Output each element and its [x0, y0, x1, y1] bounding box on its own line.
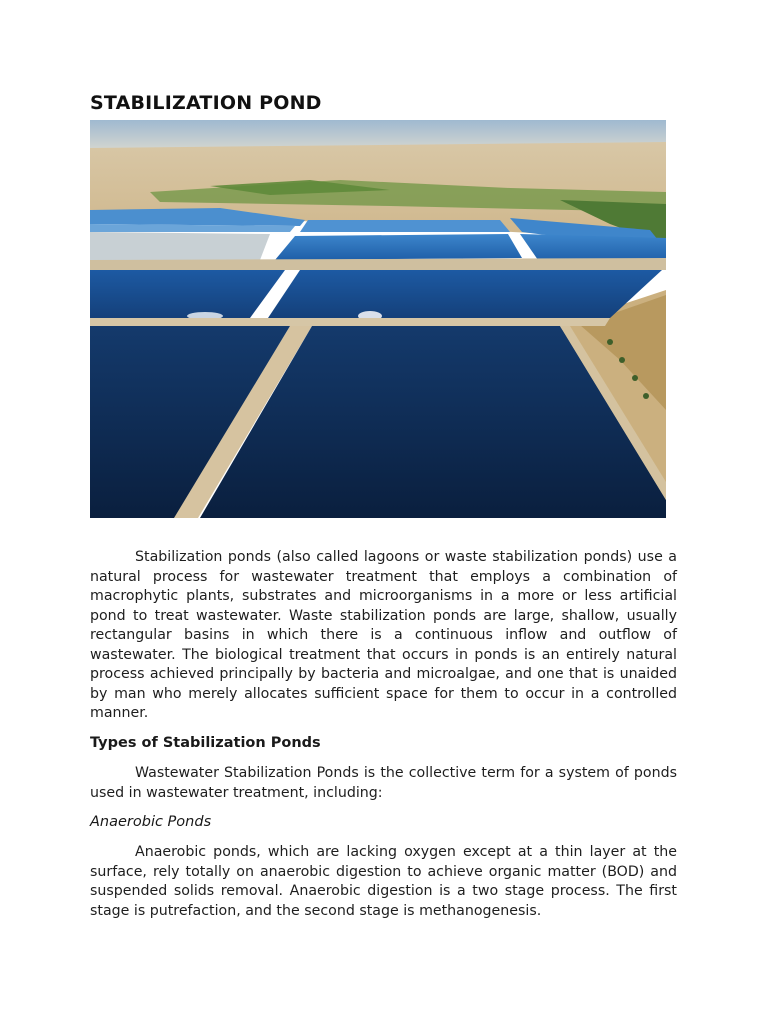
stabilization-ponds-photo: [90, 120, 666, 518]
subsection-heading: Anaerobic Ponds: [90, 814, 212, 830]
section-paragraph: [90, 764, 677, 803]
section-paragraph-text: Wastewater Stabilization Ponds is the collective term for a system of ponds used in wastewater treatment, including:: [90, 765, 677, 801]
page-title: STABILIZATION POND: [90, 92, 322, 114]
section-heading: Types of Stabilization Ponds: [90, 735, 321, 751]
intro-paragraph: [90, 548, 677, 724]
subsection-paragraph: [90, 843, 677, 921]
intro-paragraph-text: Stabilization ponds (also called lagoons or waste stabilization ponds) use a natural process for wastewater treatment that employs a combination of macrophytic plants, substrates and microorganisms in a more or less artificial pond to treat wastewater. Waste stabilization ponds are large, shallow, usually rectangular basins in which there is a continuous inflow and outflow of wastewater. The biological treatment that occurs in ponds is an entirely natural process achieved principally by bacteria and microalgae, and one that is unaided by man who merely allocates sufficient space for them to occur in a controlled manner.: [90, 549, 677, 721]
subsection-paragraph-text: Anaerobic ponds, which are lacking oxygen except at a thin layer at the surface, rely totally on anaerobic digestion to achieve organic matter (BOD) and suspended solids removal. Anaerobic digestion is a two stage process. The first stage is putrefaction, and the second stage is methanogenesis.: [90, 844, 677, 919]
